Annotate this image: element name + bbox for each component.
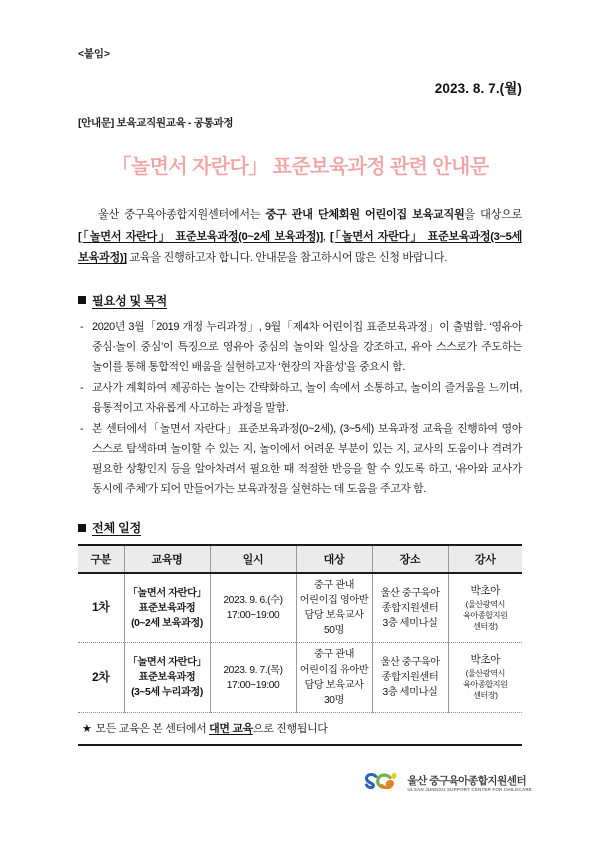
intro-text-a: 울산 중구육아종합지원센터에서는 — [98, 209, 266, 221]
cell-place: 울산 중구육아 종합지원센터 3층 세미나실 — [372, 643, 448, 712]
square-bullet-icon — [78, 296, 86, 304]
list-item — [78, 419, 522, 499]
intro-paragraph — [78, 205, 522, 270]
cell-place: 울산 중구육아 종합지원센터 3층 세미나실 — [372, 573, 448, 643]
schedule-table — [78, 544, 522, 713]
dash-icon: - — [80, 320, 84, 333]
cell-datetime: 2023. 9. 7.(목) 17:00~19:00 — [210, 643, 296, 712]
dash-icon: - — [80, 422, 84, 435]
cell-teacher — [448, 643, 522, 712]
section-heading-schedule-label: 전체 일정 — [92, 521, 141, 536]
intro-text-c: 을 대상으로 — [464, 209, 523, 221]
column-header-place: 장소 — [372, 545, 448, 573]
center-logo-text — [407, 776, 532, 793]
table-row — [78, 643, 522, 712]
table-row — [78, 573, 522, 643]
square-bullet-icon — [78, 524, 86, 532]
center-logo-icon — [364, 772, 398, 797]
intro-text-e: , — [322, 230, 331, 243]
cell-teacher — [448, 573, 522, 643]
schedule-table-wrapper — [78, 544, 522, 746]
purpose-bullet-list — [78, 317, 522, 500]
intro-text-g: 교육을 진행하고자 합니다. 안내문을 참고하시어 많은 신청 바랍니다. — [126, 252, 447, 264]
column-header-teacher: 강사 — [448, 545, 522, 573]
page-title-rest: 표준보육과정 관련 안내문 — [272, 156, 489, 178]
footer-logo — [364, 772, 532, 797]
center-name-en: ULSAN JUNGGU SUPPORT CENTER FOR CHILDCARE — [407, 787, 532, 793]
table-header-row — [78, 545, 522, 573]
cell-target: 중구 관내 어린이집 유아반 담당 보육교사 30명 — [296, 643, 372, 712]
schedule-note-c: 으로 진행됩니다 — [252, 722, 328, 735]
list-item — [78, 378, 522, 418]
center-name-ko: 울산 중구육아종합지원센터 — [407, 774, 527, 787]
page-title — [78, 150, 522, 179]
column-header-round: 구분 — [78, 545, 124, 573]
list-item — [78, 317, 522, 377]
teacher-affiliation: (울산광역시 육아종합지원 센터장) — [463, 599, 508, 631]
teacher-name: 박초아 — [470, 584, 500, 597]
purpose-item-text: 교사가 계획하여 제공하는 놀이는 간략화하고, 놀이 속에서 소통하고, 놀이의 즐거움을 느끼며, 융통적이고 자유롭게 사고하는 과정을 말함. — [92, 381, 522, 414]
cell-target: 중구 관내 어린이집 영아반 담당 보육교사 50명 — [296, 573, 372, 643]
schedule-note-a: 모든 교육은 본 센터에서 — [95, 722, 210, 735]
document-kind-line: [안내문] 보육교직원교육 - 공통과정 — [78, 117, 234, 129]
section-heading-purpose — [78, 292, 522, 309]
document-content — [78, 46, 522, 746]
section-heading-purpose-label: 필요성 및 목적 — [92, 293, 168, 308]
teacher-affiliation: (울산광역시 육아종합지원 센터장) — [463, 668, 508, 700]
purpose-item-text: 2020년 3월「2019 개정 누리과정」, 9월「제4차 어린이집 표준보육과정」이 출범함. ‘영유아 중심·놀이 중심’이 특징으로 영유아 중심의 놀이와 일상을 강조하고, 유아 스스로가 주도하는 놀이를 통해 통합적인 배움을 실현하고자 ‘현장의 자율성’을 중요시 함. — [92, 320, 522, 373]
cell-round: 1차 — [78, 573, 124, 643]
schedule-note-emphasis: 대면 교육 — [209, 722, 253, 735]
schedule-note — [78, 713, 522, 746]
intro-course-2: [「놀면서 자란다」 표준보육과정(3~5세 보육과정)] — [78, 230, 522, 264]
dash-icon: - — [80, 381, 84, 394]
column-header-datetime: 일시 — [210, 545, 296, 573]
cell-round: 2차 — [78, 643, 124, 712]
star-icon: ★ — [82, 722, 92, 735]
cell-course: 「놀면서 자란다」 표준보육과정 (3~5세 누리과정) — [124, 643, 210, 712]
column-header-course: 교육명 — [124, 545, 210, 573]
purpose-item-text: 본 센터에서「놀면서 자란다」표준보육과정(0~2세), (3~5세) 보육과정 교육을 진행하여 영아 스스로 탐색하며 놀이할 수 있는 지, 놀이에서 어려운 부분이 있는 지, 교사의 도움이나 격려가 필요한 상황인지 등을 알아차려서 필요한 때 적절한 반응을 할 수 있도록 하고, ‘유아와 교사가 동시에 주체’가 되어 만들어가는 보육과정을 실현하는 데 도움을 주고자 함. — [92, 422, 522, 495]
document-date: 2023. 8. 7.(월) — [434, 81, 522, 96]
intro-course-1: [「놀면서 자란다」 표준보육과정(0~2세 보육과정)] — [78, 230, 323, 243]
teacher-name: 박초아 — [470, 654, 500, 667]
cell-course: 「놀면서 자란다」 표준보육과정 (0~2세 보육과정) — [124, 573, 210, 643]
section-heading-schedule — [78, 519, 522, 536]
cell-datetime: 2023. 9. 6.(수) 17:00~19:00 — [210, 573, 296, 643]
column-header-target: 대상 — [296, 545, 372, 573]
intro-text-b: 중구 관내 단체회원 어린이집 보육교직원 — [265, 209, 465, 221]
page-title-quoted: 「놀면서 자란다」 — [111, 156, 268, 178]
attachment-label: <붙임> — [78, 48, 110, 60]
